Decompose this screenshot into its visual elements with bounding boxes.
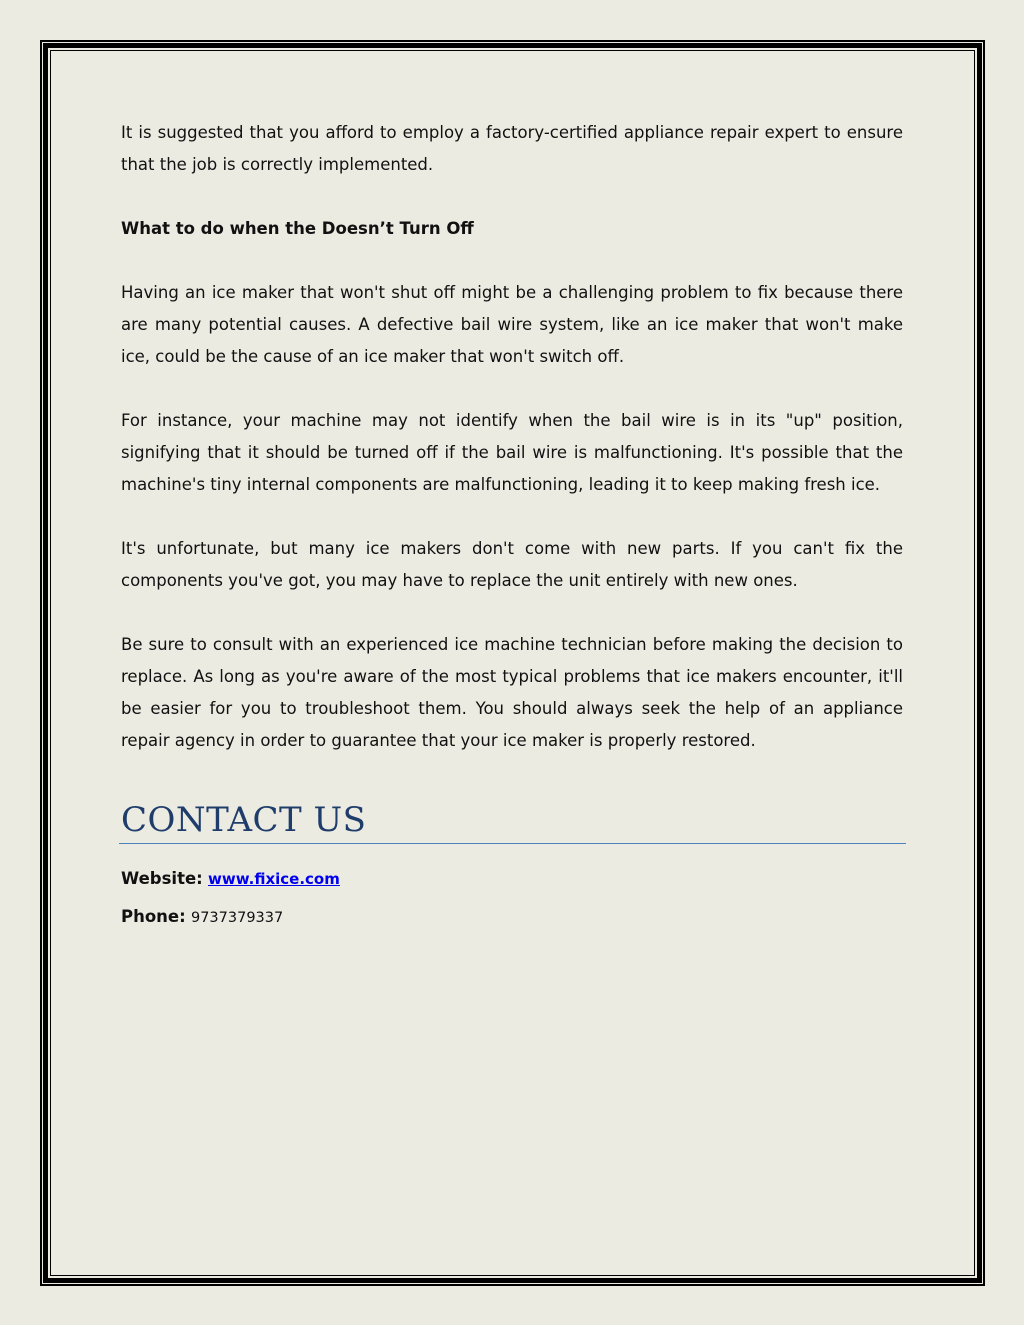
website-label: Website: — [121, 869, 203, 888]
intro-paragraph: It is suggested that you afford to employ a factory-certified appliance repair expert to ensure that the job is correctly implemented. — [121, 123, 903, 174]
website-line — [121, 866, 340, 892]
contact-heading: CONTACT US — [121, 800, 367, 840]
website-link[interactable]: www.fixice.com — [208, 870, 340, 888]
body-paragraph-2: For instance, your machine may not identify when the bail wire is in its "up" position, signifying that it should be turned off if the bail wire is malfunctioning. It's possible that the machine's tiny internal components are malfunctioning, leading it to keep making fresh ice. — [121, 411, 903, 494]
body-paragraph-4: Be sure to consult with an experienced ice machine technician before making the decision to replace. As long as you're aware of the most typical problems that ice makers encounter, it'll be easier for you to troubleshoot them. You should always seek the help of an appliance repair agency in order to guarantee that your ice maker is properly restored. — [121, 635, 903, 750]
body-paragraph-1: Having an ice maker that won't shut off might be a challenging problem to fix because there are many potential causes. A defective bail wire system, like an ice maker that won't make ice, could be the cause of an ice maker that won't switch off. — [121, 283, 903, 366]
phone-label: Phone: — [121, 907, 186, 926]
section-heading: What to do when the Doesn’t Turn Off — [121, 219, 474, 238]
phone-number: 9737379337 — [190, 910, 284, 926]
phone-line — [121, 904, 340, 931]
body-paragraph-3: It's unfortunate, but many ice makers don't come with new parts. If you can't fix the components you've got, you may have to replace the unit entirely with new ones. — [121, 539, 903, 590]
contact-divider — [119, 843, 906, 844]
contact-details — [121, 866, 340, 943]
article-body — [121, 117, 903, 845]
